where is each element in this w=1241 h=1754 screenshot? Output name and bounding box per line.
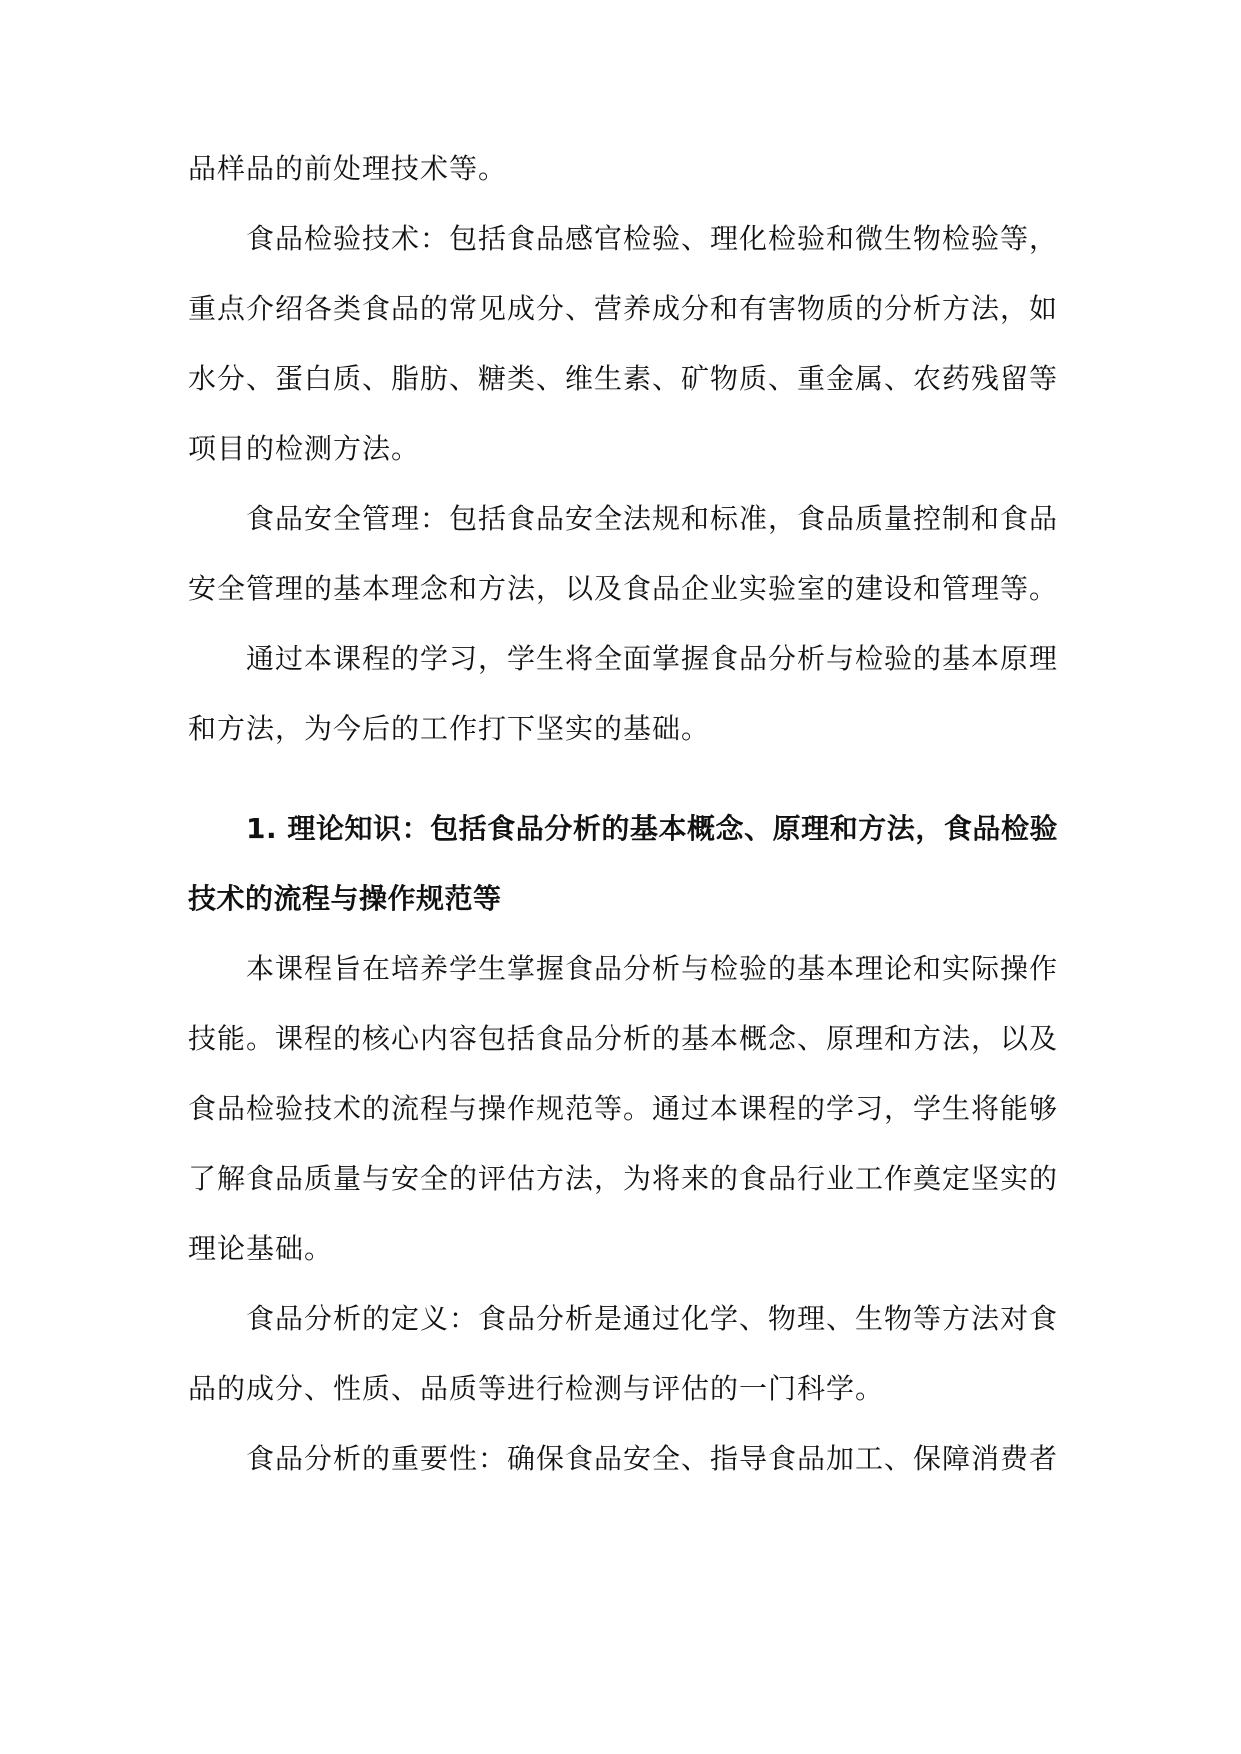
paragraph-food-safety-management: 食品安全管理：包括食品安全法规和标准，食品质量控制和食品安全管理的基本理念和方法，以及食品企业实验室的建设和管理等。 <box>188 502 1059 605</box>
paragraph-course-outcome: 通过本课程的学习，学生将全面掌握食品分析与检验的基本原理和方法，为今后的工作打下坚实的基础。 <box>188 642 1059 745</box>
paragraph-food-analysis-importance: 食品分析的重要性：确保食品安全、指导食品加工、保障消费者 <box>246 1442 1059 1475</box>
paragraph-continuation: 品样品的前处理技术等。 <box>188 152 508 185</box>
section-heading-text: 理论知识：包括食品分析的基本概念、原理和方法，食品检验技术的流程与操作规范等 <box>188 812 1058 915</box>
section-heading-number: 1. <box>246 812 278 845</box>
paragraph-course-aim: 本课程旨在培养学生掌握食品分析与检验的基本理论和实际操作技能。课程的核心内容包括食品分析的基本概念、原理和方法，以及食品检验技术的流程与操作规范等。通过本课程的学习，学生将能够了解食品质量与安全的评估方法，为将来的食品行业工作奠定坚实的理论基础。 <box>188 952 1059 1265</box>
paragraph-food-analysis-definition: 食品分析的定义：食品分析是通过化学、物理、生物等方法对食品的成分、性质、品质等进行检测与评估的一门科学。 <box>188 1302 1059 1405</box>
document-page <box>188 134 1058 1494</box>
section-heading <box>188 794 1058 934</box>
paragraph-food-inspection-technology: 食品检验技术：包括食品感官检验、理化检验和微生物检验等，重点介绍各类食品的常见成分、营养成分和有害物质的分析方法，如水分、蛋白质、脂肪、糖类、维生素、矿物质、重金属、农药残留等项目的检测方法。 <box>188 222 1059 465</box>
